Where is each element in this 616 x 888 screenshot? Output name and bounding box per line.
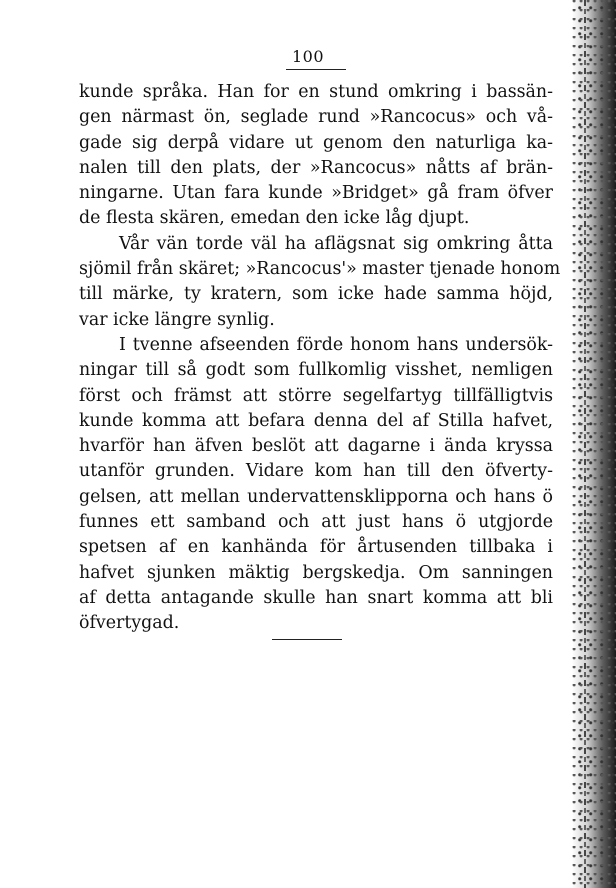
text-line: spetsen af en kanhända för årtusenden tillbaka i bbox=[79, 537, 553, 558]
text-line: hvarför han äfven beslöt att dagarne i ända kryssa bbox=[79, 436, 553, 457]
paragraph-1 bbox=[79, 80, 553, 232]
text-line: nalen till den plats, der »Rancocus» nåtts af brän- bbox=[79, 157, 553, 178]
text-line: sjömil från skäret; »Rancocus'» master tjenade honom bbox=[79, 259, 561, 280]
text-line: funnes ett samband och att just hans ö utgjorde bbox=[79, 512, 553, 533]
paragraph-2 bbox=[79, 232, 561, 333]
text-line: Vår vän torde väl ha aflägsnat sig omkring åtta bbox=[119, 233, 553, 254]
page-number: 100 bbox=[291, 47, 325, 66]
text-line: öfvertygad. bbox=[79, 613, 180, 634]
section-end-rule bbox=[272, 639, 342, 640]
scan-binding-edge bbox=[572, 0, 616, 888]
text-line: hafvet sjunken mäktig bergskedja. Om sanningen bbox=[79, 562, 553, 583]
text-line: de flesta skären, emedan den icke låg djupt. bbox=[79, 208, 470, 229]
text-line: till märke, ty kratern, som icke hade samma höjd, bbox=[79, 284, 553, 305]
text-line: af detta antagande skulle han snart komma att bli bbox=[79, 587, 553, 608]
text-line: gade sig derpå vidare ut genom den naturliga ka- bbox=[79, 132, 553, 153]
text-line: gelsen, att mellan undervattensklipporna och hans ö bbox=[79, 486, 553, 507]
text-line: ningar till så godt som fullkomlig visshet, nemligen bbox=[79, 360, 553, 381]
text-line: utanför grunden. Vidare kom han till den öfverty- bbox=[79, 461, 553, 482]
text-line: gen närmast ön, seglade rund »Rancocus» och vå- bbox=[79, 107, 553, 128]
text-line: först och främst att större segelfartyg tillfälligtvis bbox=[79, 385, 553, 406]
text-line: I tvenne afseenden förde honom hans undersök- bbox=[119, 334, 553, 355]
paragraph-3 bbox=[79, 333, 553, 637]
text-line: kunde språka. Han for en stund omkring i bassän- bbox=[79, 82, 553, 102]
text-line: var icke längre synlig. bbox=[79, 309, 275, 330]
page-number-rule bbox=[286, 69, 346, 70]
body-text bbox=[79, 80, 561, 637]
text-line: ningarne. Utan fara kunde »Bridget» gå fram öfver bbox=[79, 183, 553, 204]
scan-binding-edge-line bbox=[584, 0, 586, 888]
text-line: kunde komma att befara denna del af Stilla hafvet, bbox=[79, 410, 553, 431]
